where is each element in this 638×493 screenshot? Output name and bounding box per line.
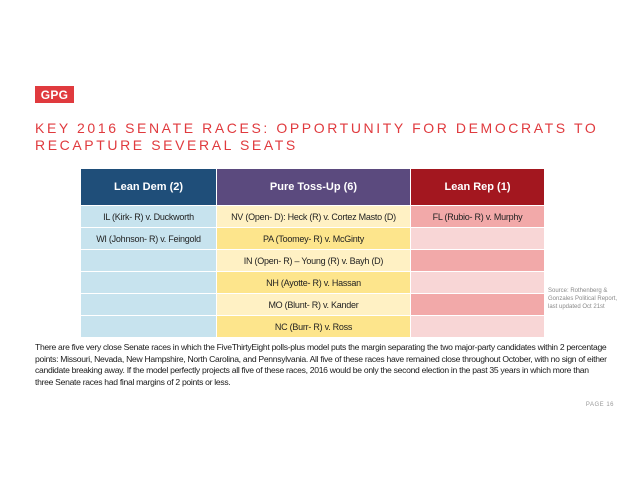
toss-up-cell: NC (Burr- R) v. Ross — [217, 316, 410, 337]
gpg-logo: GPG — [35, 86, 74, 103]
table-row — [81, 206, 544, 227]
toss-up-cell: NV (Open- D): Heck (R) v. Cortez Masto (D) — [217, 206, 410, 227]
source-note: Source: Rothenberg & Gonzales Political Report, last updated Oct 21st — [548, 288, 618, 310]
table-row — [81, 294, 544, 315]
toss-up-cell: IN (Open- R) – Young (R) v. Bayh (D) — [217, 250, 410, 271]
lean-rep-cell — [411, 228, 544, 249]
header-lean-dem: Lean Dem (2) — [81, 169, 216, 205]
lean-dem-cell — [81, 316, 216, 337]
header-pure-toss-up: Pure Toss-Up (6) — [217, 169, 410, 205]
lean-rep-cell — [411, 294, 544, 315]
senate-races-table — [80, 168, 545, 338]
lean-rep-cell — [411, 316, 544, 337]
page-title: KEY 2016 SENATE RACES: OPPORTUNITY FOR DEMOCRATS TO RECAPTURE SEVERAL SEATS — [35, 120, 599, 153]
lean-dem-cell — [81, 294, 216, 315]
table-row — [81, 250, 544, 271]
lean-dem-cell — [81, 250, 216, 271]
toss-up-cell: PA (Toomey- R) v. McGinty — [217, 228, 410, 249]
toss-up-cell: NH (Ayotte- R) v. Hassan — [217, 272, 410, 293]
toss-up-cell: MO (Blunt- R) v. Kander — [217, 294, 410, 315]
lean-dem-cell: WI (Johnson- R) v. Feingold — [81, 228, 216, 249]
lean-dem-cell: IL (Kirk- R) v. Duckworth — [81, 206, 216, 227]
lean-rep-cell — [411, 272, 544, 293]
table-row — [81, 316, 544, 337]
lean-rep-cell — [411, 250, 544, 271]
lean-dem-cell — [81, 272, 216, 293]
header-lean-rep: Lean Rep (1) — [411, 169, 544, 205]
table-header-row — [81, 169, 544, 205]
page-number: PAGE 16 — [585, 402, 614, 408]
body-paragraph: There are five very close Senate races in which the FiveThirtyEight polls-plus model puts the margin separating the two major-party candidates within 2 percentage points: Missouri, Nevada, New Hampshire, North Carolina, and Pennsylvania. All five of these races have remained close throughout October, with no sign of either candidate breaking away. If the model perfectly projects all five of these races, 2016 would be only the second election in the past 35 years in which more than three Senate races had final margins of 2 points or less. — [35, 342, 607, 387]
table-row — [81, 272, 544, 293]
table-row — [81, 228, 544, 249]
lean-rep-cell: FL (Rubio- R) v. Murphy — [411, 206, 544, 227]
